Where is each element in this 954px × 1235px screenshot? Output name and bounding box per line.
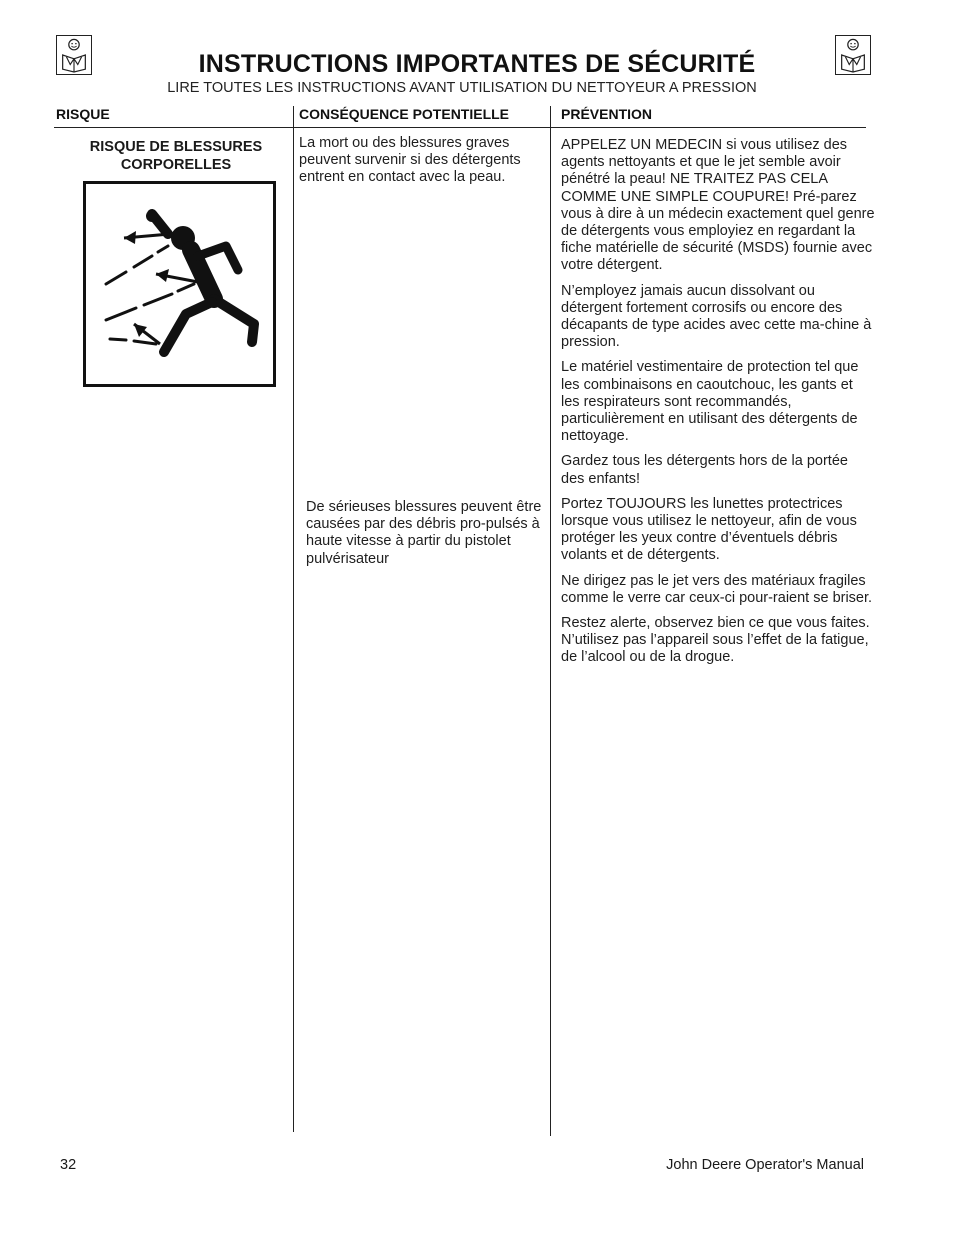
prevention-item: APPELEZ UN MEDECIN si vous utilisez des agents nettoyants et que le jet semble avoir pénétré la peau! NE TRAITEZ PAS CELA COMME UNE SIMPLE COUPURE! Pré-parez vous à dire à un médecin exactement quel genre de détergents vous employiez en regardant la fiche matérielle de sécurité (MSDS) fournie avec votre détergent. (561, 137, 875, 274)
flying-debris-hazard-icon (83, 181, 276, 387)
header-divider (54, 127, 866, 128)
column-divider-2 (550, 106, 551, 1136)
column-header-risk: RISQUE (56, 106, 110, 122)
manual-name: John Deere Operator's Manual (666, 1157, 864, 1173)
column-divider-1 (293, 106, 294, 1132)
page-number: 32 (60, 1157, 77, 1173)
prevention-item: Le matériel vestimentaire de protection tel que les combinaisons en caoutchouc, les gants et les respirateurs sont recommandés, particulièrement en utilisant des détergents de nettoyage. (561, 359, 859, 445)
prevention-list (561, 137, 875, 675)
risk-title (76, 138, 276, 174)
risk-title-line1: RISQUE DE BLESSURES (89, 139, 263, 155)
prevention-item: Portez TOUJOURS les lunettes protectrices lorsque vous utilisez le nettoyeur, afin de vous protéger les yeux contre d’éventuels débris volants et de détergents. (561, 495, 857, 564)
page-subtitle: LIRE TOUTES LES INSTRUCTIONS AVANT UTILISATION DU NETTOYEUR A PRESSION (167, 80, 757, 96)
prevention-item: Ne dirigez pas le jet vers des matériaux fragiles comme le verre car ceux-ci pour-raient se briser. (561, 572, 873, 606)
page-title: INSTRUCTIONS IMPORTANTES DE SÉCURITÉ (198, 50, 756, 78)
column-header-prevention: PRÉVENTION (561, 106, 653, 122)
prevention-item: N’employez jamais aucun dissolvant ou détergent fortement corrosifs ou encore des décapants de type acides avec cette ma-chine à pression. (561, 282, 872, 351)
risk-title-line2: CORPORELLES (120, 157, 232, 173)
prevention-item: Gardez tous les détergents hors de la portée des enfants! (561, 453, 848, 487)
consequence-text-1: La mort ou des blessures graves peuvent survenir si des détergents entrent en contact avec la peau. (299, 135, 521, 186)
consequence-text-2: De sérieuses blessures peuvent être causées par des débris pro-pulsés à haute vitesse à partir du pistolet pulvérisateur (306, 499, 542, 567)
prevention-item: Restez alerte, observez bien ce que vous faites. N’utilisez pas l’appareil sous l’effet de la fatigue, de l’alcool ou de la drogue. (561, 615, 870, 666)
column-header-consequence: CONSÉQUENCE POTENTIELLE (299, 106, 510, 122)
